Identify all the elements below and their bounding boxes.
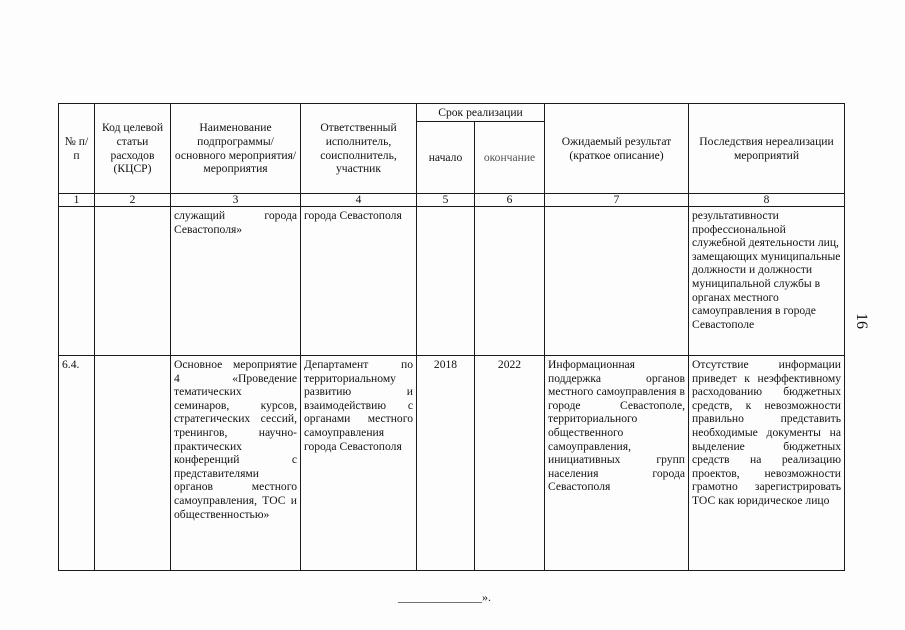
header-row-top (59, 104, 845, 122)
row-result: Информационная поддержка органов местного самоуправления в городе Севастополе, территориального общественного самоуправления, инициативных групп населения города Севастополя (545, 356, 689, 571)
row-consequences: результативности профессиональной служебной деятельности лиц, замещающих муниципальные должности и должности муниципальной службы в органах местного самоуправления в городе Севастополе (689, 207, 845, 356)
row-name: Основное мероприятие 4 «Проведение тематических семинаров, курсов, стратегических сессий, тренингов, научно-практических конференций с представителями органов местного самоуправления, ТОС и общественностью» (171, 356, 301, 571)
col-number-8: 8 (689, 194, 845, 207)
table-row (59, 356, 845, 571)
col-number-7: 7 (545, 194, 689, 207)
row-start (417, 207, 475, 356)
row-code (95, 356, 171, 571)
row-num (59, 207, 95, 356)
col-number-4: 4 (301, 194, 417, 207)
col-number-1: 1 (59, 194, 95, 207)
program-table (58, 103, 845, 571)
row-start: 2018 (417, 356, 475, 571)
header-end: окончание (475, 122, 545, 194)
col-number-6: 6 (475, 194, 545, 207)
table-row (59, 207, 845, 356)
row-num: 6.4. (59, 356, 95, 571)
row-name: служащий города Севастополя» (171, 207, 301, 356)
header-period-group: Срок реализации (417, 104, 545, 122)
header-result: Ожидаемый результат (краткое описание) (545, 104, 689, 194)
column-number-row (59, 194, 845, 207)
closing-mark: ______________». (398, 590, 491, 604)
row-result (545, 207, 689, 356)
header-num: № п/п (59, 104, 95, 194)
row-end (475, 207, 545, 356)
col-number-3: 3 (171, 194, 301, 207)
header-consequences: Последствия нереализации мероприятий (689, 104, 845, 194)
row-executor: Департамент по территориальному развитию и взаимодействию с органами местного самоуправления города Севастополя (301, 356, 417, 571)
page-number: 16 (853, 313, 870, 329)
col-number-2: 2 (95, 194, 171, 207)
row-code (95, 207, 171, 356)
col-number-5: 5 (417, 194, 475, 207)
header-code: Код целевой статьи расходов (КЦСР) (95, 104, 171, 194)
header-start: начало (417, 122, 475, 194)
row-executor: города Севастополя (301, 207, 417, 356)
header-executor: Ответственный исполнитель, соисполнитель, участник (301, 104, 417, 194)
header-name: Наименование подпрограммы/ основного мероприятия/ мероприятия (171, 104, 301, 194)
row-consequences: Отсутствие информации приведет к неэффективному расходованию бюджетных средств, к невозможности правильно представить необходимые документы на выделение бюджетных средств на реализацию проектов, невозможности грамотно зарегистрировать ТОС как юридическое лицо (689, 356, 845, 571)
row-end: 2022 (475, 356, 545, 571)
